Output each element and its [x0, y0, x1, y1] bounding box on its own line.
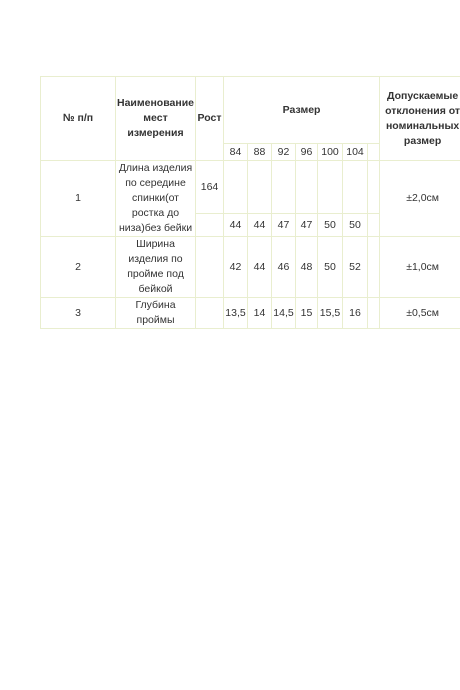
row-height [196, 237, 224, 298]
size-column-header: 88 [248, 144, 272, 161]
row-tolerance: ±2,0см [380, 161, 460, 237]
size-value-cell: 15,5 [318, 298, 343, 329]
size-column-header: 100 [318, 144, 343, 161]
measurement-table [40, 76, 460, 329]
size-value-cell: 46 [272, 237, 296, 298]
size-value-cell: 50 [318, 214, 343, 237]
header-measurement-name: Наименование мест измерения [116, 77, 196, 161]
empty-cell [343, 161, 368, 214]
size-column-header: 96 [296, 144, 318, 161]
row-tolerance: ±1,0см [380, 237, 460, 298]
spacer-cell [368, 144, 380, 161]
size-value-cell: 44 [248, 214, 272, 237]
row-number: 3 [41, 298, 116, 329]
header-number: № п/п [41, 77, 116, 161]
size-value-cell: 42 [224, 237, 248, 298]
size-value-cell: 44 [224, 214, 248, 237]
row-measurement-name: Глубина проймы [116, 298, 196, 329]
row-tolerance: ±0,5см [380, 298, 460, 329]
spacer-cell [368, 298, 380, 329]
size-column-header: 104 [343, 144, 368, 161]
spacer-cell [368, 214, 380, 237]
size-value-cell: 47 [296, 214, 318, 237]
empty-cell [196, 214, 224, 237]
size-value-cell: 44 [248, 237, 272, 298]
empty-cell [318, 161, 343, 214]
size-value-cell: 14 [248, 298, 272, 329]
row-height [196, 298, 224, 329]
size-column-header: 92 [272, 144, 296, 161]
size-value-cell: 50 [318, 237, 343, 298]
size-value-cell: 48 [296, 237, 318, 298]
row-measurement-name: Длина изделия по середине спинки(от ростка до низа)без бейки [116, 161, 196, 237]
empty-cell [296, 161, 318, 214]
size-column-header: 84 [224, 144, 248, 161]
row-number: 2 [41, 237, 116, 298]
header-size: Размер [224, 77, 380, 144]
row-measurement-name: Ширина изделия по пройме под бейкой [116, 237, 196, 298]
spacer-cell [368, 237, 380, 298]
empty-cell [272, 161, 296, 214]
size-value-cell: 50 [343, 214, 368, 237]
size-value-cell: 13,5 [224, 298, 248, 329]
header-tolerance: Допускаемые отклонения от номинальных размер [380, 77, 460, 161]
size-value-cell: 16 [343, 298, 368, 329]
row-height: 164 [196, 161, 224, 214]
size-value-cell: 47 [272, 214, 296, 237]
empty-cell [248, 161, 272, 214]
size-value-cell: 15 [296, 298, 318, 329]
header-height: Рост [196, 77, 224, 161]
size-value-cell: 52 [343, 237, 368, 298]
spacer-cell [368, 161, 380, 214]
size-value-cell: 14,5 [272, 298, 296, 329]
row-number: 1 [41, 161, 116, 237]
empty-cell [224, 161, 248, 214]
